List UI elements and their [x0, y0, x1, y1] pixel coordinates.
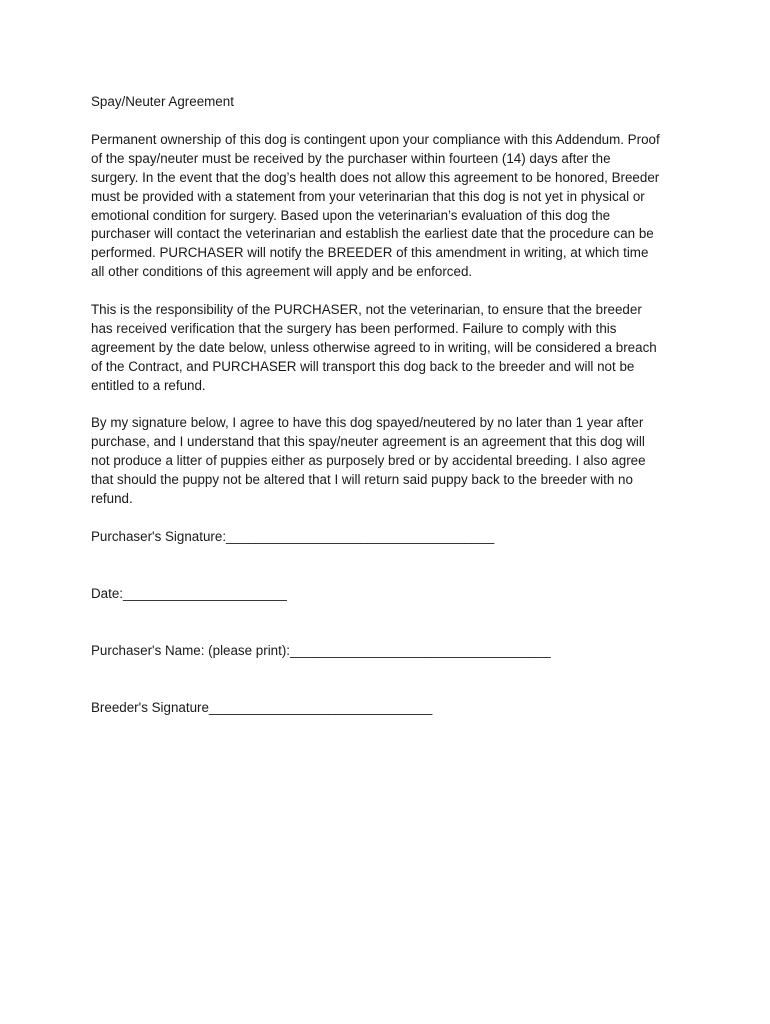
paragraph-line: surgery. In the event that the dog’s health does not allow this agreement to be honored, Breeder: [91, 169, 660, 185]
paragraph-purchaser-responsibility: [91, 301, 691, 396]
purchaser-signature-field[interactable]: Purchaser's Signature:____________________________________: [91, 528, 495, 544]
paragraph-line: purchaser will contact the veterinarian and establish the earliest date that the procedure can be: [91, 226, 654, 242]
paragraph-line: of the spay/neuter must be received by the purchaser within fourteen (14) days after the: [91, 150, 611, 166]
breeder-signature-field[interactable]: Breeder's Signature______________________________: [91, 699, 433, 715]
paragraph-line: Permanent ownership of this dog is contingent upon your compliance with this Addendum. Proof: [91, 131, 660, 147]
paragraph-line: refund.: [91, 491, 133, 507]
purchaser-name-field[interactable]: Purchaser's Name: (please print):___________________________________: [91, 642, 551, 658]
paragraph-line: purchase, and I understand that this spay/neuter agreement is an agreement that this dog will: [91, 434, 645, 450]
document-body: [91, 93, 691, 718]
paragraph-line: By my signature below, I agree to have this dog spayed/neutered by no later than 1 year after: [91, 415, 644, 431]
paragraph-line: has received verification that the surgery has been performed. Failure to comply with this: [91, 320, 617, 336]
paragraph-line: emotional condition for surgery. Based upon the veterinarian’s evaluation of this dog the: [91, 207, 611, 223]
paragraph-line: entitled to a refund.: [91, 377, 206, 393]
paragraph-line: not produce a litter of puppies either as purposely bred or by accidental breeding. I also agree: [91, 453, 646, 469]
document-title: Spay/Neuter Agreement: [91, 94, 234, 109]
paragraph-line: must be provided with a statement from your veterinarian that this dog is not yet in physical or: [91, 188, 645, 204]
paragraph-line: of the Contract, and PURCHASER will transport this dog back to the breeder and will not be: [91, 358, 635, 374]
paragraph-line: all other conditions of this agreement will apply and be enforced.: [91, 264, 473, 280]
paragraph-line: This is the responsibility of the PURCHASER, not the veterinarian, to ensure that the breeder: [91, 302, 642, 318]
paragraph-line: agreement by the date below, unless otherwise agreed to in writing, will be considered a breach: [91, 339, 657, 355]
paragraph-signature-agreement: [91, 414, 691, 509]
date-field[interactable]: Date:______________________: [91, 585, 287, 601]
paragraph-line: performed. PURCHASER will notify the BREEDER of this amendment in writing, at which time: [91, 245, 649, 261]
paragraph-ownership-terms: [91, 131, 691, 282]
paragraph-line: that should the puppy not be altered that I will return said puppy back to the breeder with no: [91, 472, 633, 488]
